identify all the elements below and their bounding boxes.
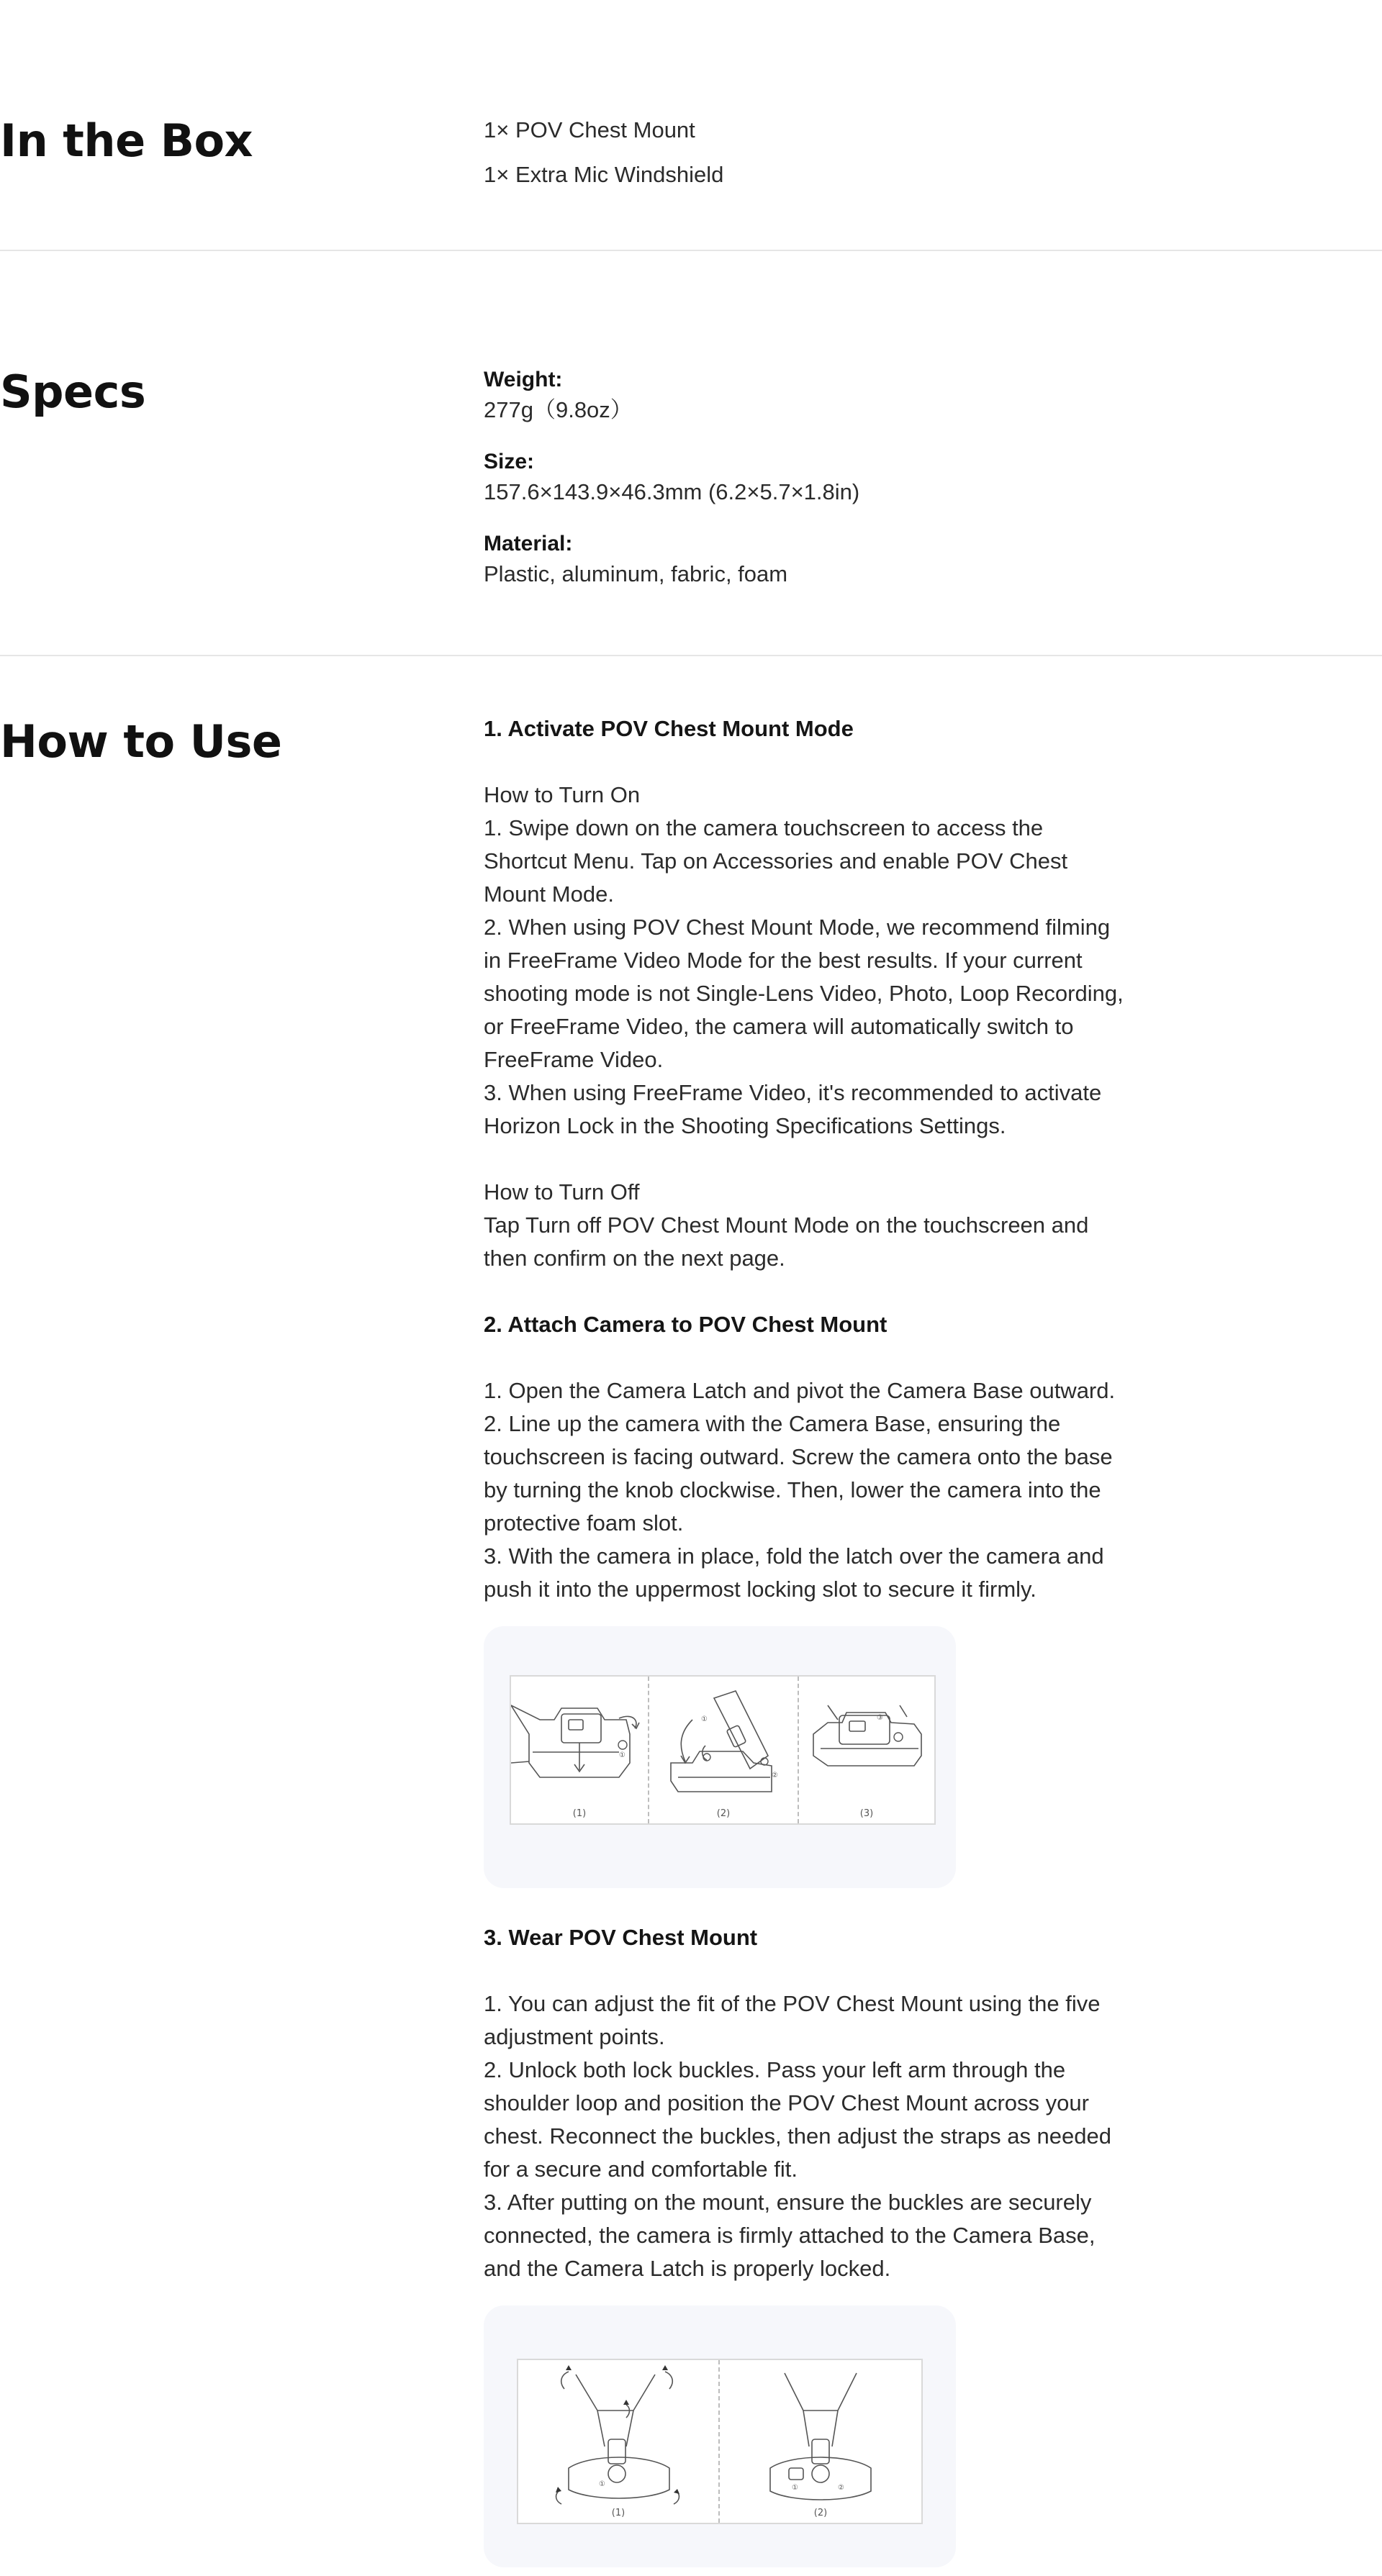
figure-number: ②	[772, 1772, 778, 1779]
in-the-box-title: In the Box	[0, 114, 253, 167]
spec-value-weight: 277g（9.8oz）	[484, 397, 633, 422]
figure-caption: (3)	[859, 1808, 874, 1819]
figure-number: ①	[599, 2480, 605, 2488]
how-to-use-section	[0, 656, 1382, 2576]
turn-off-text: Tap Turn off POV Chest Mount Mode on the touchscreen and then confirm on the next page.	[484, 1212, 1089, 1271]
figure-caption: (2)	[716, 1808, 731, 1819]
figure-panel-2	[649, 1677, 798, 1823]
figure-panel-1	[518, 2360, 718, 2523]
camera-latch-open-illustration	[511, 1677, 648, 1823]
figure-caption: (2)	[813, 2508, 828, 2518]
specs-section	[0, 252, 1382, 655]
specs-title: Specs	[0, 366, 146, 418]
spec-label-weight: Weight:	[484, 368, 563, 391]
figure-number: ②	[838, 2484, 844, 2492]
harness-worn-illustration	[720, 2360, 921, 2523]
box-item: 1× Extra Mic Windshield	[484, 162, 724, 187]
camera-screw-illustration	[649, 1677, 798, 1823]
figure-number: ③	[877, 1714, 883, 1722]
step-2-text: 1. Open the Camera Latch and pivot the Camera Base outward. 2. Line up the camera with the Camera Base, ensuring the touchscreen is facing outward. Screw the camera onto the base by turning the knob clockwise. Then, lower the camera into the protective foam slot. 3. With the camera in place, fold the latch over the camera and push it into the uppermost locking slot to secure it firmly.	[484, 1378, 1116, 1602]
spec-value-material: Plastic, aluminum, fabric, foam	[484, 561, 788, 586]
wear-mount-figure	[484, 2305, 956, 2567]
how-to-use-title: How to Use	[0, 715, 282, 768]
figure-panel-3	[799, 1677, 934, 1823]
in-the-box-list	[484, 114, 1132, 191]
turn-off-heading: How to Turn Off	[484, 1179, 640, 1205]
attach-camera-figure	[484, 1626, 956, 1888]
spec-label-material: Material:	[484, 532, 573, 555]
spec-label-size: Size:	[484, 450, 535, 473]
wear-mount-illustration	[517, 2359, 923, 2524]
spec-value-size: 157.6×143.9×46.3mm (6.2×5.7×1.8in)	[484, 479, 860, 504]
figure-number: ①	[701, 1715, 708, 1723]
step-1-title: 1. Activate POV Chest Mount Mode	[484, 716, 854, 741]
figure-number: ①	[619, 1751, 625, 1759]
turn-on-text: 1. Swipe down on the camera touchscreen to access the Shortcut Menu. Tap on Accessories and enable POV Chest Mount Mode. 2. When using POV Chest Mount Mode, we recommend filming in FreeFrame Video Mode for the best results. If your current shooting mode is not Single-Lens Video, Photo, Loop Recording, or FreeFrame Video, the camera will automatically switch to FreeFrame Video. 3. When using FreeFrame Video, it's recommended to activate Horizon Lock in the Shooting Specifications Settings.	[484, 815, 1124, 1138]
in-the-box-section	[0, 0, 1382, 252]
turn-on-heading: How to Turn On	[484, 782, 641, 807]
step-2-title: 2. Attach Camera to POV Chest Mount	[484, 1312, 888, 1337]
camera-locked-illustration	[799, 1677, 934, 1823]
figure-caption: (1)	[572, 1808, 587, 1819]
attach-camera-illustration	[510, 1675, 936, 1825]
how-to-use-content	[484, 712, 1132, 2567]
specs-list	[484, 366, 1132, 612]
figure-caption: (1)	[611, 2508, 625, 2518]
divider	[0, 250, 1382, 251]
figure-panel-2	[720, 2360, 921, 2523]
figure-panel-1	[511, 1677, 648, 1823]
figure-number: ①	[792, 2484, 798, 2492]
step-3-text: 1. You can adjust the fit of the POV Chest Mount using the five adjustment points. 2. Unlock both lock buckles. Pass your left arm through the shoulder loop and position the POV Chest Mount across your chest. Reconnect the buckles, then adjust the straps as needed for a secure and comfortable fit. 3. After putting on the mount, ensure the buckles are securely connected, the camera is firmly attached to the Camera Base, and the Camera Latch is properly locked.	[484, 1991, 1111, 2281]
harness-adjust-illustration	[518, 2360, 718, 2523]
step-3-title: 3. Wear POV Chest Mount	[484, 1925, 758, 1950]
box-item: 1× POV Chest Mount	[484, 117, 695, 142]
